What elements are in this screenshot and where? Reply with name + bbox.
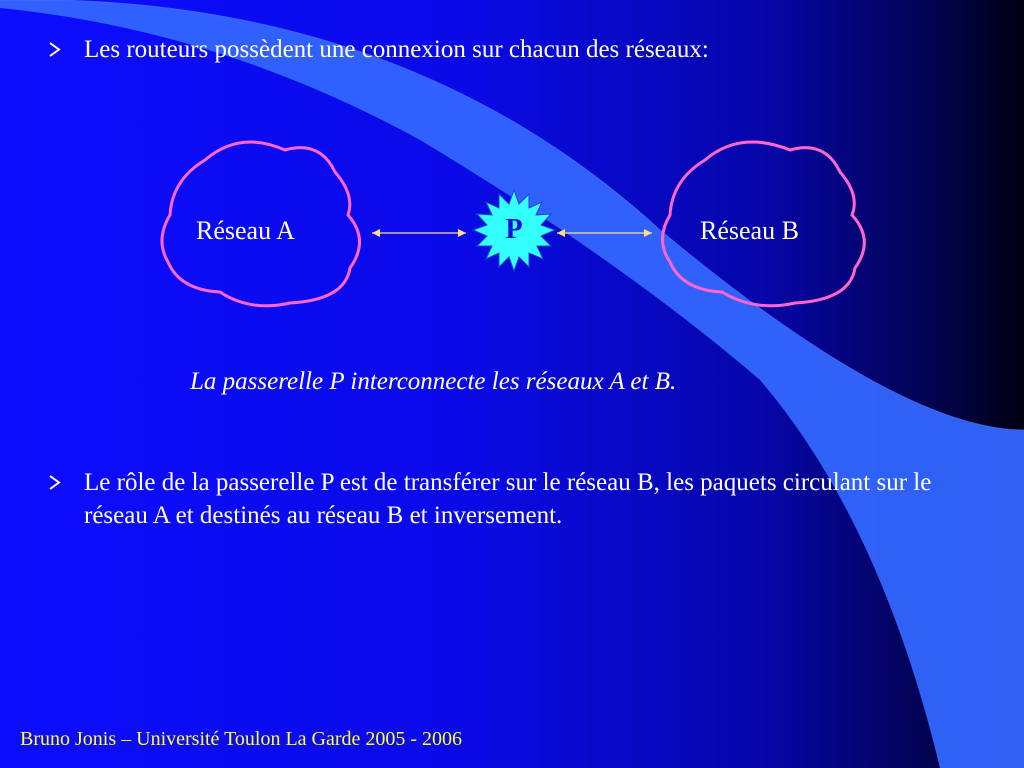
bullet-text-2: Le rôle de la passerelle P est de transférer sur le réseau B, les paquets circulant sur le réseau A et destinés au réseau B et inversement. xyxy=(84,469,932,529)
gateway-label: P xyxy=(505,214,523,245)
footer-credit: Bruno Jonis – Université Toulon La Garde 2005 - 2006 xyxy=(20,728,463,750)
link-arrow-p-b xyxy=(557,229,652,237)
bullet-item-2 xyxy=(46,466,946,576)
bullet-text-1: Les routeurs possèdent une connexion sur chacun des réseaux: xyxy=(84,36,709,63)
network-a-label: Réseau A xyxy=(196,216,295,245)
network-b-label: Réseau B xyxy=(700,216,799,245)
arrow-bullet-icon xyxy=(46,466,64,499)
link-arrow-a-p xyxy=(372,229,466,237)
diagram-caption: La passerelle P interconnecte les réseaux A et B. xyxy=(190,368,677,395)
